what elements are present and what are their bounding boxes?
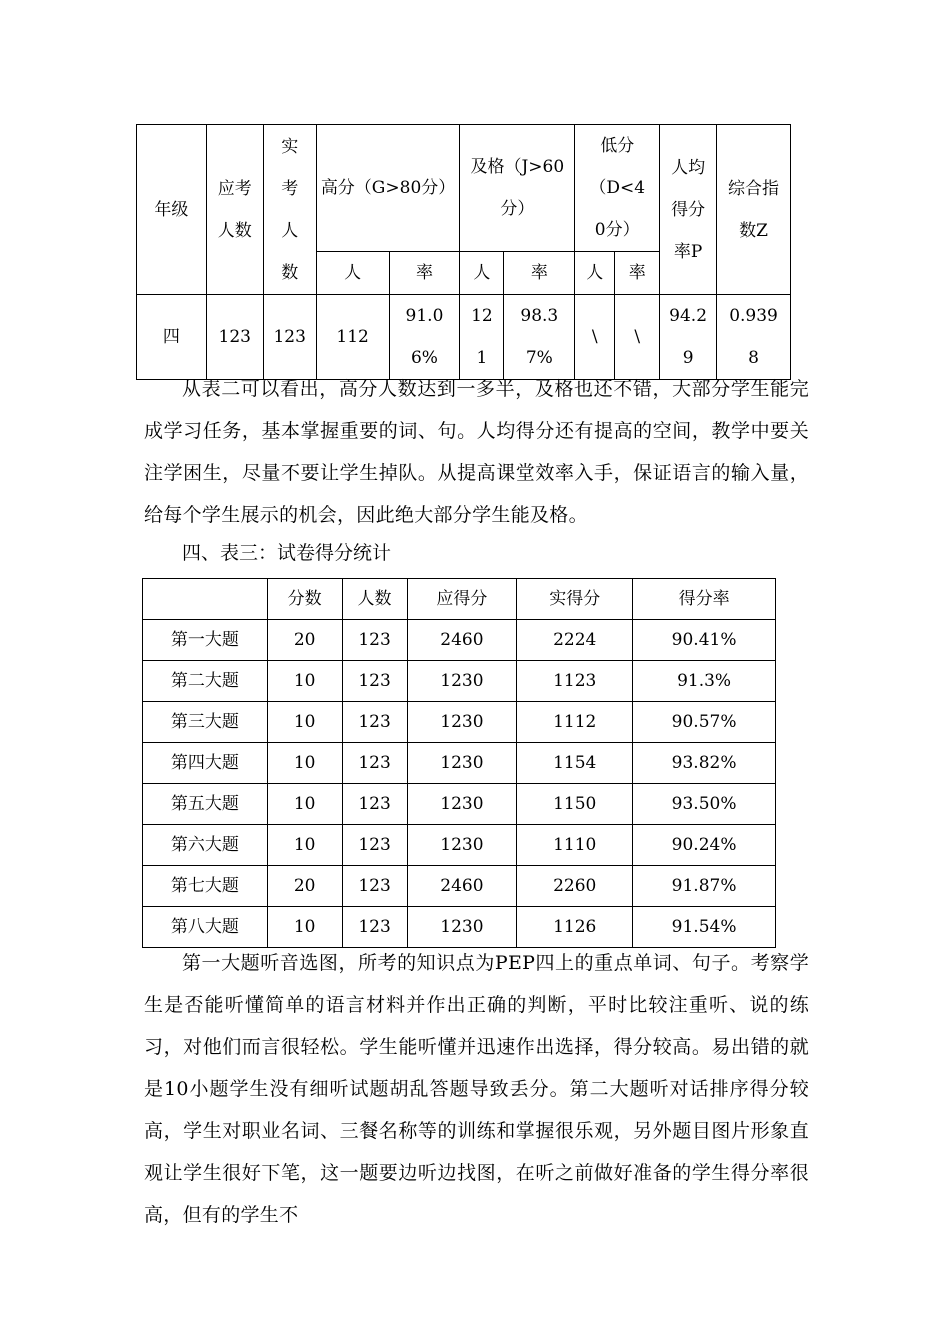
table-cell: 2460 [407, 620, 517, 661]
table-row [137, 295, 791, 380]
table-cell: 1150 [517, 784, 633, 825]
table-cell: 90.57% [633, 702, 776, 743]
table-row [143, 866, 776, 907]
cell-composite: 0.9398 [717, 295, 791, 380]
header-composite: 综合指数Z [717, 125, 791, 295]
table-row [143, 661, 776, 702]
table-cell: 10 [267, 784, 342, 825]
table-cell: 90.24% [633, 825, 776, 866]
header-high-score: 高分（G>80分） [316, 125, 460, 252]
table-cell: 1230 [407, 702, 517, 743]
header-cell: 分数 [267, 579, 342, 620]
table-cell: 1112 [517, 702, 633, 743]
table-cell: 2460 [407, 866, 517, 907]
header-actual-attend: 实考人数 [263, 125, 316, 295]
table-cell: 91.87% [633, 866, 776, 907]
table-cell: 123 [342, 907, 407, 948]
header-cell: 实得分 [517, 579, 633, 620]
cell-low-people: \ [575, 295, 615, 380]
header-cell: 得分率 [633, 579, 776, 620]
subheader-high-people: 人 [316, 252, 389, 295]
analysis-paragraph-1: 从表二可以看出，高分人数达到一多半，及格也还不错，大部分学生能完成学习任务，基本掌握重要的词、句。人均得分还有提高的空间，教学中要关注学困生，尽量不要让学生掉队。从提高课堂效率入手，保证语言的输入量，给每个学生展示的机会，因此绝大部分学生能及格。 [144, 378, 809, 526]
table-cell: 123 [342, 702, 407, 743]
header-pass: 及格（J>60分） [460, 125, 575, 252]
cell-low-rate: \ [615, 295, 660, 380]
table-cell: 第七大题 [143, 866, 268, 907]
table-cell: 123 [342, 620, 407, 661]
header-avg-rate: 人均得分率P [660, 125, 717, 295]
table-cell: 1230 [407, 825, 517, 866]
table-cell: 1126 [517, 907, 633, 948]
table-cell: 1154 [517, 743, 633, 784]
table-cell: 20 [267, 866, 342, 907]
cell-high-people: 112 [316, 295, 389, 380]
subheader-pass-people: 人 [460, 252, 504, 295]
table-cell: 1123 [517, 661, 633, 702]
table-cell: 91.3% [633, 661, 776, 702]
table-cell: 1110 [517, 825, 633, 866]
table-cell: 93.50% [633, 784, 776, 825]
table-cell: 第一大题 [143, 620, 268, 661]
table-cell: 123 [342, 784, 407, 825]
subheader-pass-rate: 率 [504, 252, 575, 295]
table-header-row [143, 579, 776, 620]
subheader-low-rate: 率 [615, 252, 660, 295]
table-cell: 123 [342, 866, 407, 907]
header-cell: 应得分 [407, 579, 517, 620]
table-cell: 10 [267, 661, 342, 702]
table-cell: 91.54% [633, 907, 776, 948]
table-cell: 10 [267, 702, 342, 743]
cell-pass-rate: 98.37% [504, 295, 575, 380]
table-cell: 第八大题 [143, 907, 268, 948]
table-cell: 10 [267, 907, 342, 948]
table-row [143, 702, 776, 743]
table-cell: 93.82% [633, 743, 776, 784]
header-cell [143, 579, 268, 620]
table-cell: 123 [342, 825, 407, 866]
subheader-high-rate: 率 [389, 252, 460, 295]
table-cell: 123 [342, 743, 407, 784]
table-cell: 10 [267, 825, 342, 866]
table-cell: 123 [342, 661, 407, 702]
cell-avg-rate: 94.29 [660, 295, 717, 380]
header-should-attend: 应考人数 [206, 125, 263, 295]
table-cell: 20 [267, 620, 342, 661]
table-cell: 1230 [407, 784, 517, 825]
table-cell: 2260 [517, 866, 633, 907]
table-cell: 第二大题 [143, 661, 268, 702]
table-cell: 90.41% [633, 620, 776, 661]
table-cell: 第五大题 [143, 784, 268, 825]
cell-grade: 四 [137, 295, 207, 380]
cell-high-rate: 91.06% [389, 295, 460, 380]
table-cell: 1230 [407, 661, 517, 702]
cell-pass-people: 121 [460, 295, 504, 380]
table-cell: 10 [267, 743, 342, 784]
header-low-score: 低分（D<40分） [575, 125, 660, 252]
table-cell: 第三大题 [143, 702, 268, 743]
table-row [143, 825, 776, 866]
table-row [143, 784, 776, 825]
analysis-paragraph-2: 第一大题听音选图，所考的知识点为PEP四上的重点单词、句子。考察学生是否能听懂简单的语言材料并作出正确的判断，平时比较注重听、说的练习，对他们而言很轻松。学生能听懂并迅速作出选择，得分较高。易出错的就是10小题学生没有细听试题胡乱答题导致丢分。第二大题听对话排序得分较高，学生对职业名词、三餐名称等的训练和掌握很乐观，另外题目图片形象直观让学生很好下笔，这一题要边听边找图，在听之前做好准备的学生得分率很高，但有的学生不 [144, 952, 809, 1226]
table-row [143, 620, 776, 661]
table-cell: 第六大题 [143, 825, 268, 866]
table-cell: 1230 [407, 907, 517, 948]
header-cell: 人数 [342, 579, 407, 620]
table-row [143, 743, 776, 784]
question-score-table [142, 578, 776, 948]
table-cell: 1230 [407, 743, 517, 784]
cell-actual-attend: 123 [263, 295, 316, 380]
cell-should-attend: 123 [206, 295, 263, 380]
table-cell: 第四大题 [143, 743, 268, 784]
subheader-low-people: 人 [575, 252, 615, 295]
score-summary-table [136, 124, 791, 380]
table3-heading: 四、表三：试卷得分统计 [182, 542, 392, 564]
header-grade: 年级 [137, 125, 207, 295]
table-cell: 2224 [517, 620, 633, 661]
